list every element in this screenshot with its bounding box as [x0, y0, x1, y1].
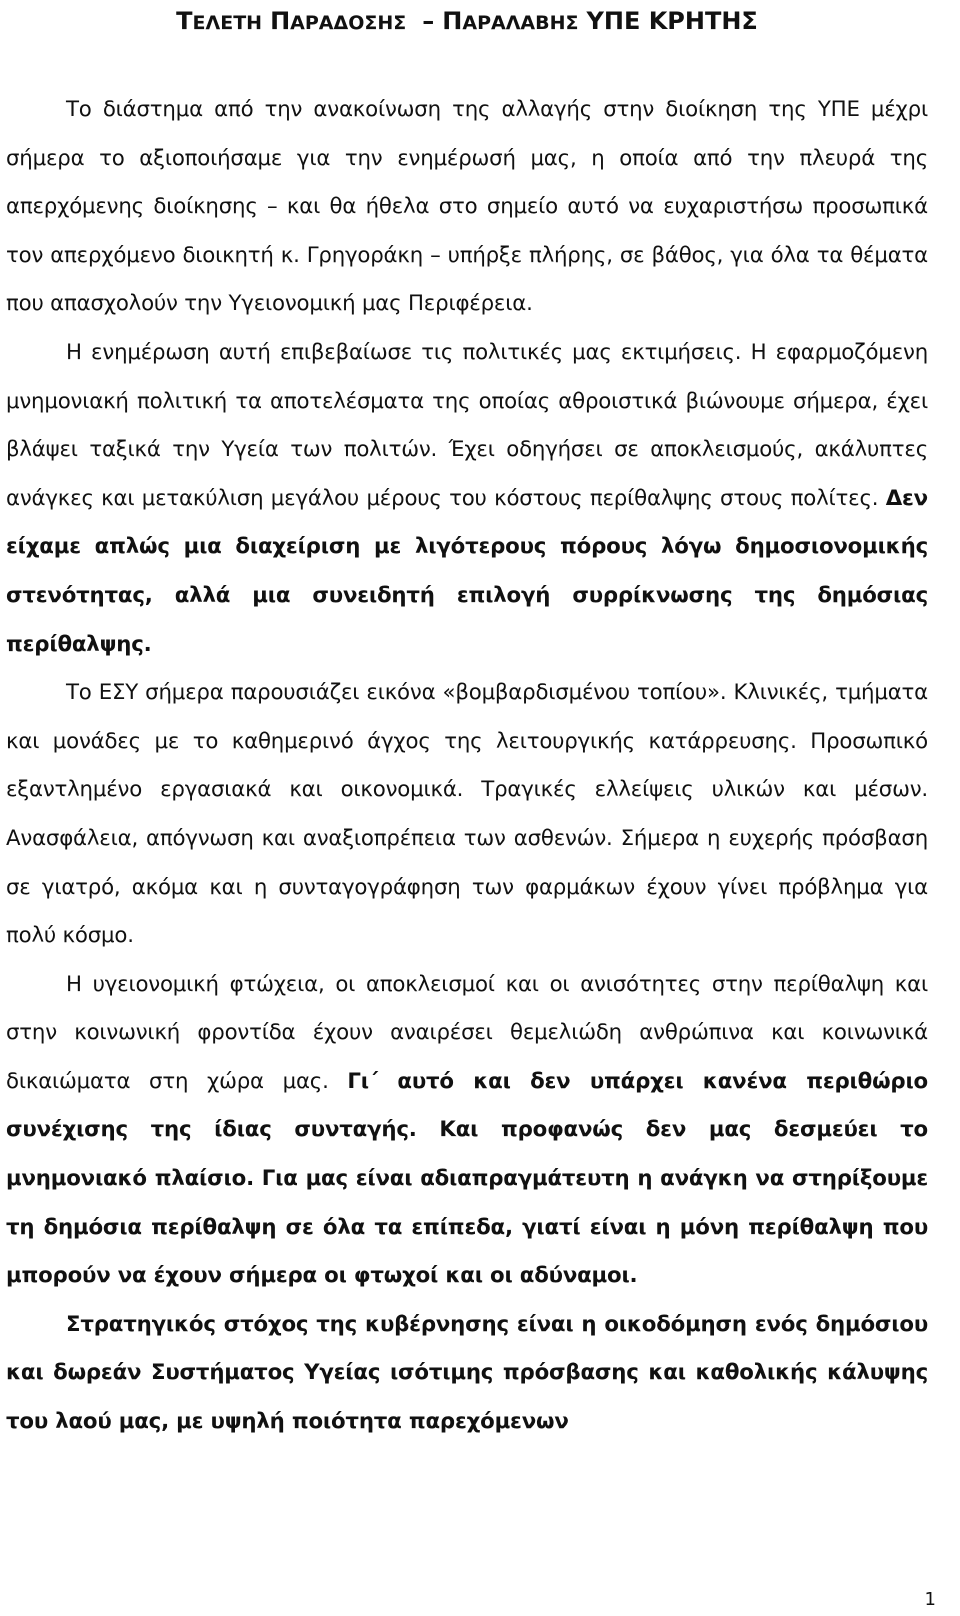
- paragraph-text: Το ΕΣΥ σήμερα παρουσιάζει εικόνα «βομβαρδισμένου τοπίου». Κλινικές, τμήματα και μονάδες με το καθημερινό άγχος της λειτουργικής κατάρρευσης. Προσωπικό εξαντλημένο εργασιακά και οικονομικά. Τραγικές ελλείψεις υλικών και μέσων. Ανασφάλεια, απόγνωση και αναξιοπρέπεια των ασθενών. Σήμερα η ευχερής πρόσβαση σε γιατρό, ακόμα και η συνταγογράφηση των φαρμάκων έχουν γίνει πρόβλημα για πολύ κόσμο.: [6, 680, 928, 949]
- title-dash: –: [422, 7, 435, 35]
- paragraph-text: Η υγειονομική φτώχεια, οι αποκλεισμοί και οι ανισότητες στην περίθαλψη και στην κοινωνική φροντίδα έχουν αναιρέσει θεμελιώδη ανθρώπινα και κοινωνικά δικαιώματα στη χώρα μας.: [6, 971, 928, 1094]
- page-title: [6, 0, 928, 38]
- paragraph-text: Το διάστημα από την ανακοίνωση της αλλαγής στην διοίκηση της ΥΠΕ μέχρι σήμερα το αξιοποιήσαμε για την ενημέρωσή μας, η οποία από την πλευρά της απερχόμενης διοίκησης – και θα ήθελα στο σημείο αυτό να ευχαριστήσω προσωπικά τον απερχόμενο διοικητή κ. Γρηγοράκη – υπήρξε πλήρης, σε βάθος, για όλα τα θέματα που απασχολούν την Υγειονομική μας Περιφέρεια.: [6, 97, 928, 317]
- document-body: [6, 86, 928, 1447]
- title-initial: Π: [270, 7, 291, 35]
- title-word: ΑΡΑΛΑΒΗΣ: [462, 12, 579, 34]
- paragraph: [6, 329, 928, 669]
- paragraph-bold-text: Δεν είχαμε απλώς μια διαχείριση με λιγότερους πόρους λόγω δημοσιονομικής στενότητας, αλλά μια συνειδητή επιλογή συρρίκνωσης της δημόσιας περίθαλψης.: [6, 485, 928, 657]
- paragraph: [6, 961, 928, 1301]
- document-page: [6, 0, 928, 1447]
- title-initial: Π: [442, 7, 463, 35]
- paragraph: [6, 669, 928, 961]
- title-word: ΕΛΕΤΗ: [192, 12, 263, 34]
- paragraph-text: Η ενημέρωση αυτή επιβεβαίωσε τις πολιτικές μας εκτιμήσεις. Η εφαρμοζόμενη μνημονιακή πολιτική τα αποτελέσματα της οποίας αθροιστικά βιώνουμε σήμερα, έχει βλάψει ταξικά την Υγεία των πολιτών. Έχει οδηγήσει σε αποκλεισμούς, ακάλυπτες ανάγκες και μετακύλιση μεγάλου μέρους του κόστους περίθαλψης στους πολίτες.: [6, 339, 928, 511]
- paragraph: [6, 86, 928, 329]
- paragraph-bold-text: Γι΄ αυτό και δεν υπάρχει κανένα περιθώριο συνέχισης της ίδιας συνταγής. Και προφανώς δεν μας δεσμεύει το μνημονιακό πλαίσιο. Για μας είναι αδιαπραγμάτευτη η ανάγκη να στηρίξουμε τη δημόσια περίθαλψη σε όλα τα επίπεδα, γιατί είναι η μόνη περίθαλψη που μπορούν να έχουν σήμερα οι φτωχοί και οι αδύναμοι.: [6, 1068, 928, 1289]
- title-initial: Τ: [176, 7, 193, 35]
- paragraph: [6, 1301, 928, 1447]
- page-number: 1: [924, 1589, 936, 1610]
- title-word: ΑΡΑΔΟΣΗΣ: [290, 12, 407, 34]
- title-word: ΥΠΕ ΚΡΗΤΗΣ: [586, 7, 758, 35]
- paragraph-bold-text: Στρατηγικός στόχος της κυβέρνησης είναι η οικοδόμηση ενός δημόσιου και δωρεάν Συστήματος Υγείας ισότιμης πρόσβασης και καθολικής κάλυψης του λαού μας, με υψηλή ποιότητα παρεχόμενων: [6, 1311, 928, 1435]
